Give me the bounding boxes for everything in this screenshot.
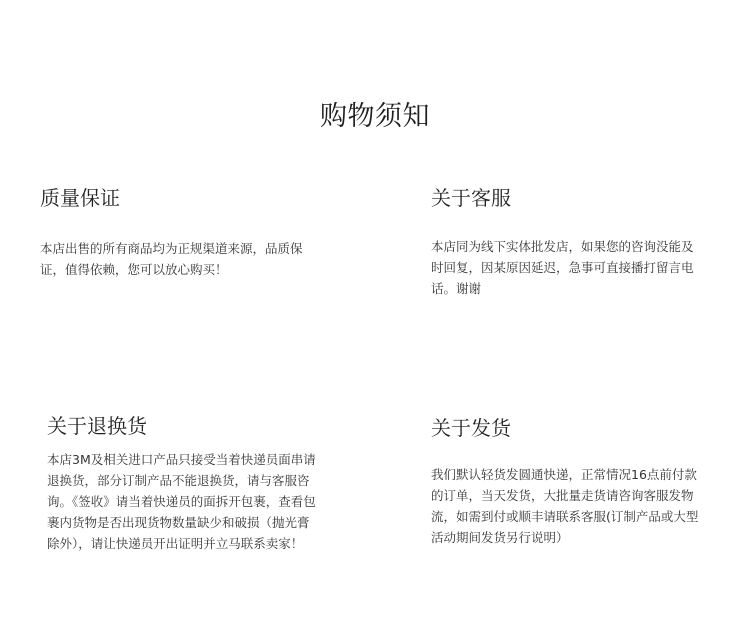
page-title: 购物须知	[320, 101, 430, 132]
section-customer-service	[431, 185, 721, 299]
section-body-quality: 本店出售的所有商品均为正规渠道来源，品质保证，值得依赖，您可以放心购买！	[40, 241, 303, 277]
section-body-shipping: 我们默认轻货发圆通快递，正常情况16点前付款的订单，当天发货，大批量走货请咨询客服发物流，如需到付或顺丰请联系客服(订制产品或大型活动期间发货另行说明）	[431, 467, 699, 545]
section-heading-quality: 质量保证	[40, 186, 120, 210]
section-heading-returns: 关于退换货	[47, 414, 147, 438]
section-heading-service: 关于客服	[431, 186, 511, 210]
section-heading-shipping: 关于发货	[431, 416, 511, 440]
section-quality-guarantee	[40, 185, 340, 280]
section-body-returns: 本店3M及相关进口产品只接受当着快递员面串请退换货，部分订制产品不能退换货，请与客服咨询。《签收》请当着快递员的面拆开包裹，查看包裹内货物是否出现货物数量缺少和破损（抛光膏除外），请让快递员开出证明并立马联系卖家！	[47, 452, 316, 551]
section-returns	[47, 413, 337, 554]
section-shipping	[431, 415, 721, 548]
section-body-service: 本店同为线下实体批发店，如果您的咨询没能及时回复，因某原因延迟，急事可直接播打留言电话。谢谢	[431, 239, 694, 296]
